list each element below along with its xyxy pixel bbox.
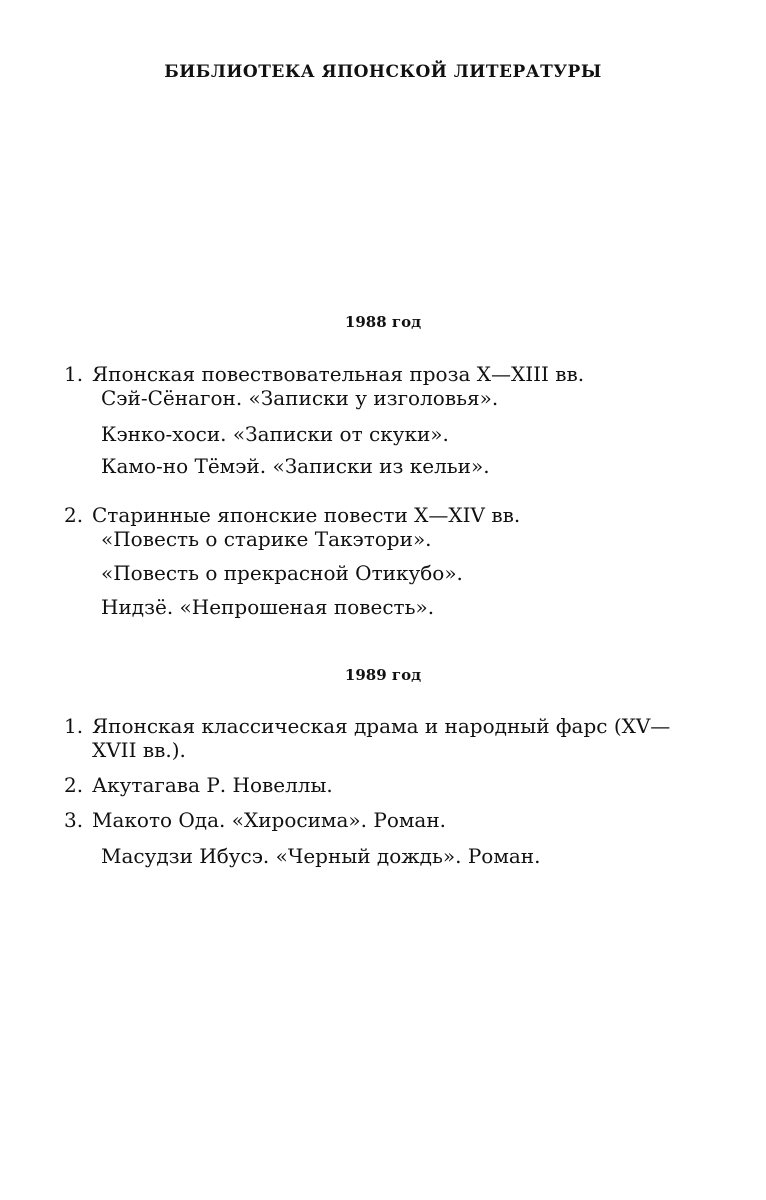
page-title: БИБЛИОТЕКА ЯПОНСКОЙ ЛИТЕРАТУРЫ [164, 62, 602, 82]
item-number: 3. [64, 808, 84, 832]
item-number: 2. [64, 503, 84, 527]
item-title: Японская классическая драма и народный фарс (XV— [92, 714, 671, 738]
item-title: Макото Ода. «Хиросима». Роман. [92, 808, 447, 832]
item-number: 1. [64, 362, 84, 386]
work-entry: Масудзи Ибусэ. «Черный дождь». Роман. [101, 844, 541, 868]
work-entry: Кэнко-хоси. «Записки от скуки». [101, 422, 449, 446]
work-entry: Камо-но Тёмэй. «Записки из кельи». [101, 454, 490, 478]
year-heading-1988: 1988 год [344, 313, 422, 331]
work-entry: «Повесть о прекрасной Отикубо». [101, 561, 463, 585]
item-title-continued: XVII вв.). [92, 738, 186, 762]
year-heading-1989: 1989 год [344, 666, 422, 684]
item-title: Старинные японские повести X—XIV вв. [92, 503, 521, 527]
item-number: 1. [64, 714, 84, 738]
work-entry: Нидзё. «Непрошеная повесть». [101, 595, 435, 619]
work-entry: Сэй-Сёнагон. «Записки у изголовья». [101, 386, 499, 410]
work-entry: «Повесть о старике Такэтори». [101, 527, 432, 551]
item-title: Японская повествовательная проза X—XIII вв. [92, 362, 585, 386]
item-title: Акутагава Р. Новеллы. [92, 773, 333, 797]
item-number: 2. [64, 773, 84, 797]
